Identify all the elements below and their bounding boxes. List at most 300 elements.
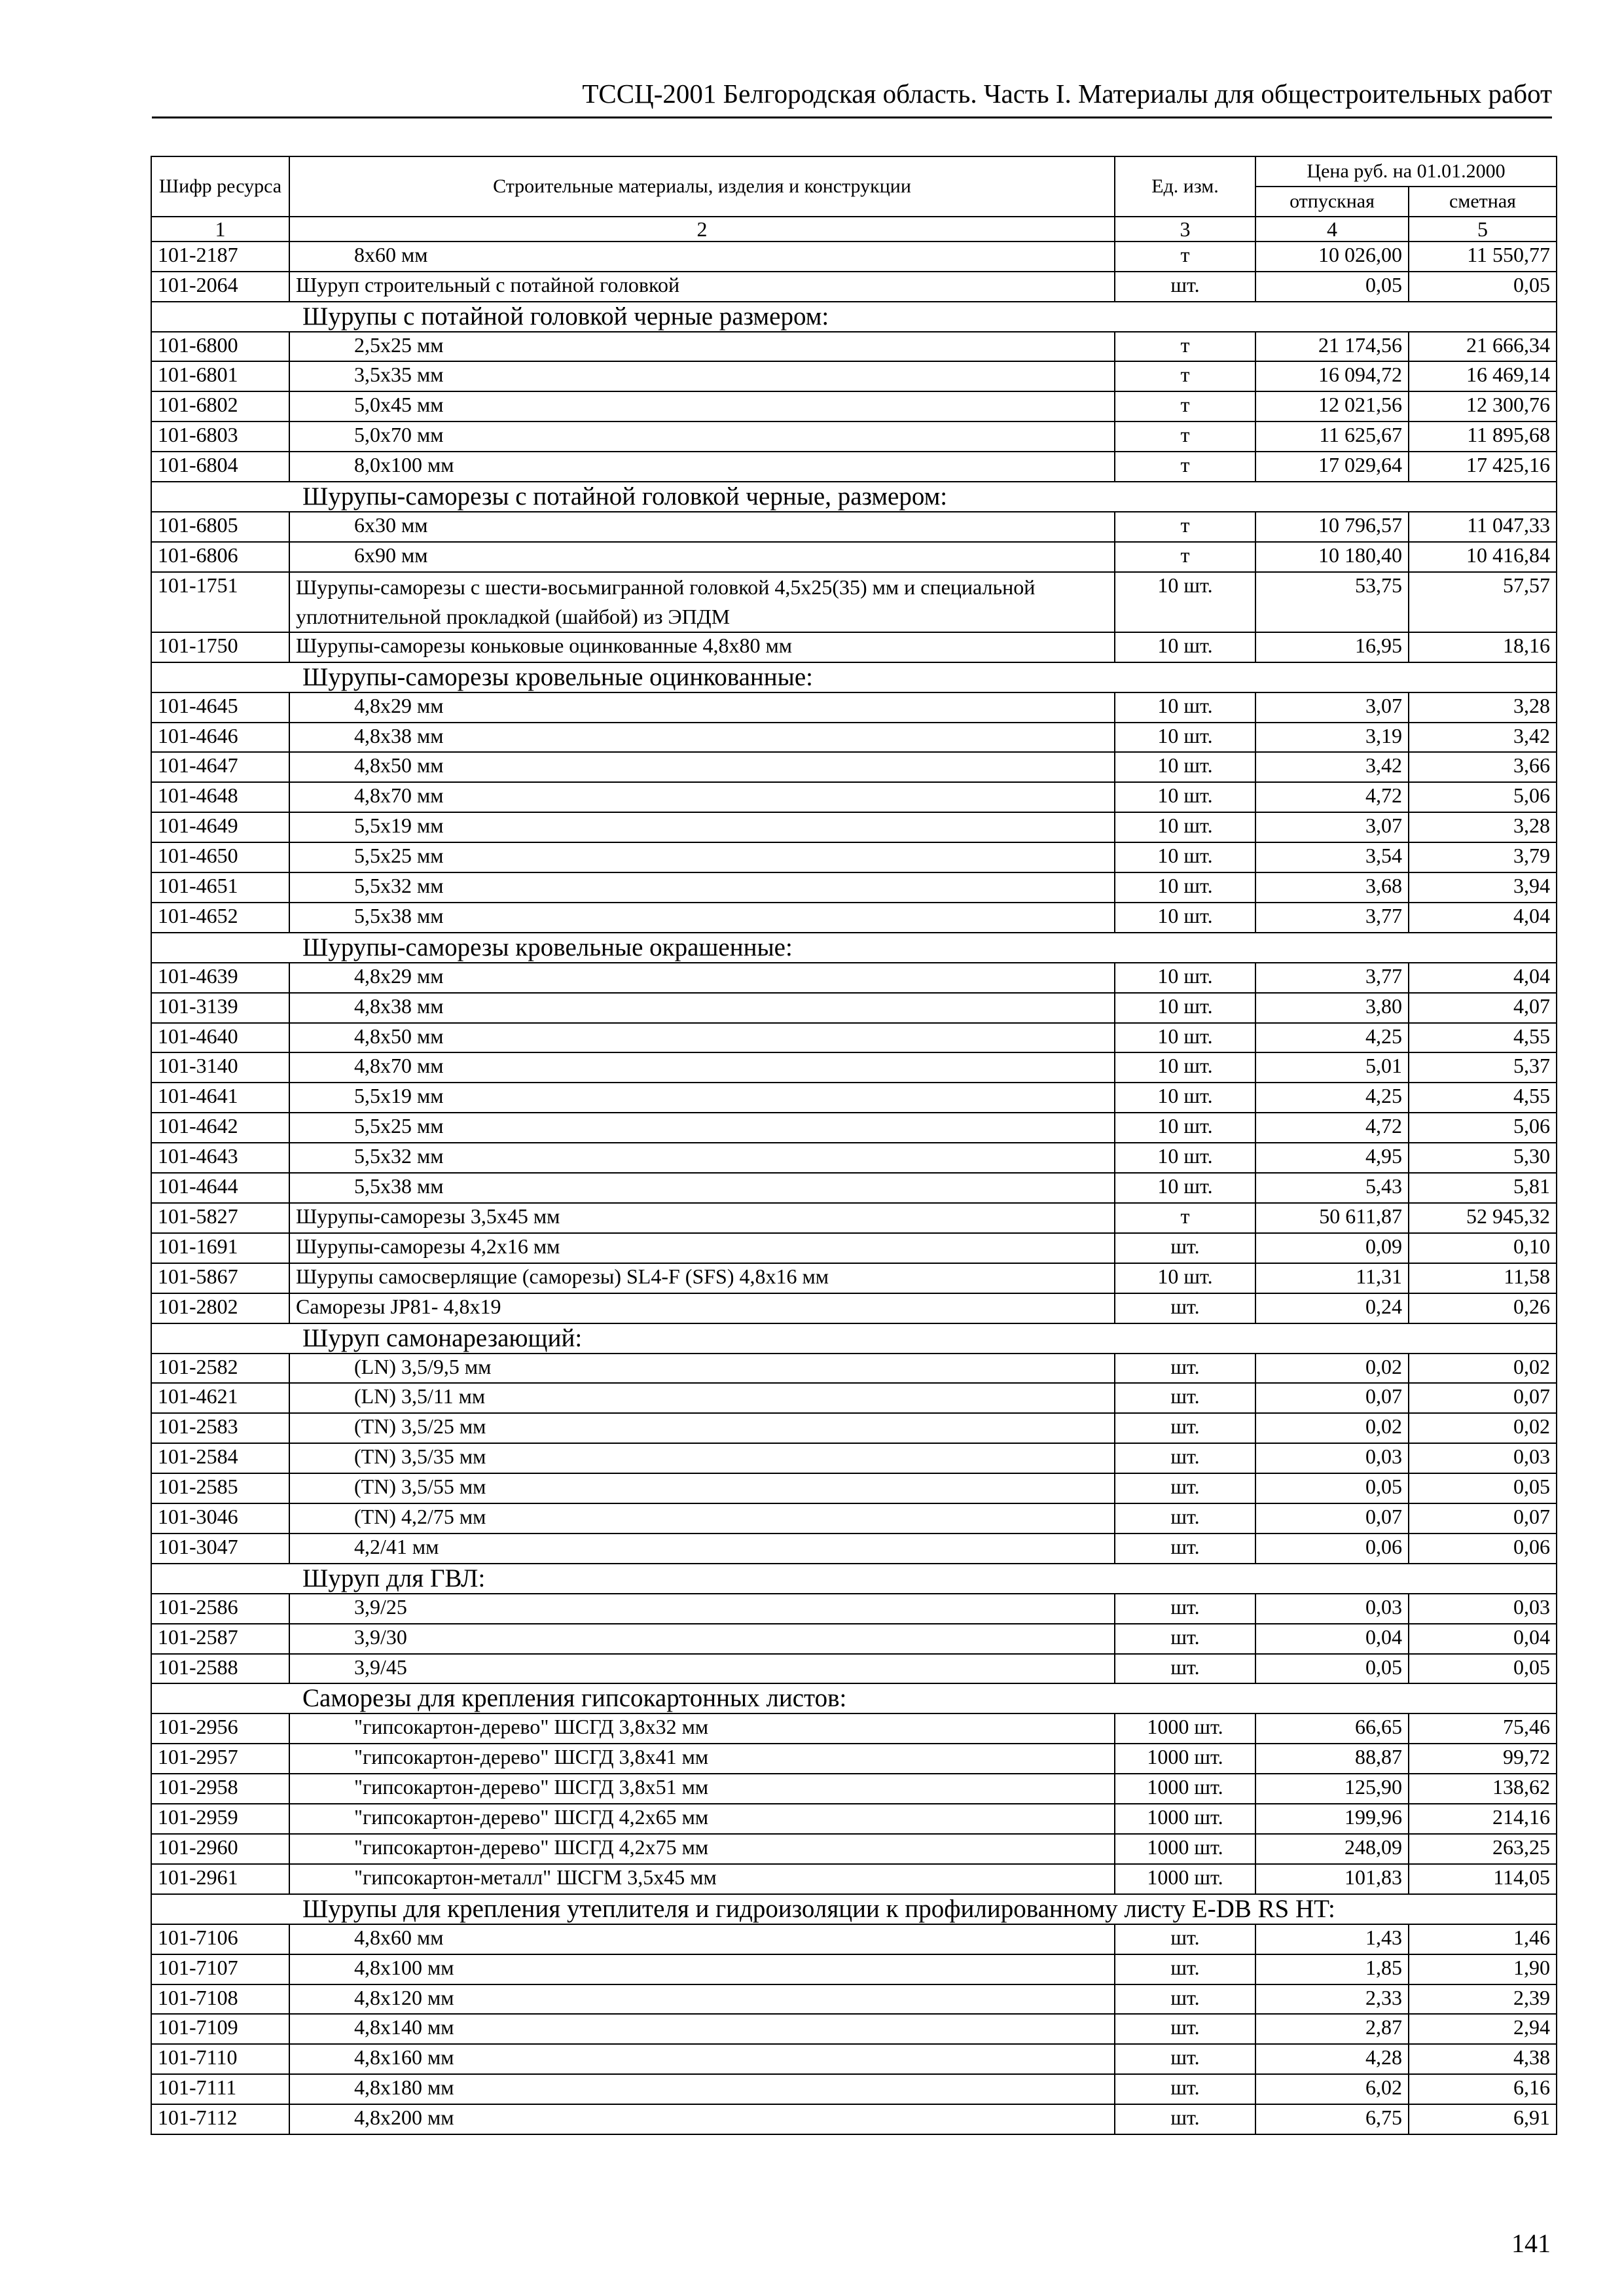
estimate-price: 0,05 (1409, 1473, 1557, 1503)
release-price: 0,05 (1255, 1654, 1409, 1684)
unit-of-measure: 1000 шт. (1115, 1804, 1255, 1834)
material-name: 5,5х38 мм (289, 1173, 1115, 1203)
resource-code: 101-4640 (151, 1023, 289, 1053)
resource-code: 101-2960 (151, 1834, 289, 1864)
table-row (151, 2044, 1557, 2074)
unit-of-measure: т (1115, 242, 1255, 272)
unit-of-measure: шт. (1115, 1534, 1255, 1564)
material-name: (LN) 3,5/9,5 мм (289, 1354, 1115, 1384)
unit-of-measure: 10 шт. (1115, 1263, 1255, 1293)
resource-code: 101-6800 (151, 332, 289, 362)
group-header-row (151, 1894, 1557, 1924)
unit-of-measure: 1000 шт. (1115, 1744, 1255, 1774)
estimate-price: 3,28 (1409, 812, 1557, 842)
release-price: 3,54 (1255, 842, 1409, 872)
resource-code: 101-4647 (151, 752, 289, 782)
estimate-price: 0,05 (1409, 272, 1557, 302)
table-row (151, 993, 1557, 1023)
release-price: 3,42 (1255, 752, 1409, 782)
estimate-price: 4,55 (1409, 1023, 1557, 1053)
estimate-price: 0,10 (1409, 1233, 1557, 1263)
table-row (151, 632, 1557, 662)
estimate-price: 3,28 (1409, 692, 1557, 723)
resource-code: 101-1750 (151, 632, 289, 662)
material-name: Шурупы-саморезы с шести-восьмигранной головкой 4,5х25(35) мм и специальной уплотнительной прокладкой (шайбой) из ЭПДМ (289, 572, 1115, 632)
table-row (151, 1954, 1557, 1984)
release-price: 88,87 (1255, 1744, 1409, 1774)
column-number: 2 (289, 217, 1115, 242)
release-price: 11 625,67 (1255, 422, 1409, 452)
estimate-price: 75,46 (1409, 1713, 1557, 1744)
unit-of-measure: 1000 шт. (1115, 1713, 1255, 1744)
unit-of-measure: шт. (1115, 1594, 1255, 1624)
estimate-price: 17 425,16 (1409, 452, 1557, 482)
estimate-price: 0,06 (1409, 1534, 1557, 1564)
group-header-row (151, 1323, 1557, 1354)
unit-of-measure: шт. (1115, 1924, 1255, 1954)
release-price: 101,83 (1255, 1864, 1409, 1894)
material-name: 5,5х19 мм (289, 1083, 1115, 1113)
column-header-name: Строительные материалы, изделия и конструкции (289, 156, 1115, 217)
unit-of-measure: т (1115, 512, 1255, 542)
estimate-price: 4,07 (1409, 993, 1557, 1023)
table-row (151, 2014, 1557, 2044)
table-row (151, 242, 1557, 272)
release-price: 3,07 (1255, 812, 1409, 842)
unit-of-measure: шт. (1115, 2044, 1255, 2074)
resource-code: 101-2585 (151, 1473, 289, 1503)
material-name: 4,8х60 мм (289, 1924, 1115, 1954)
estimate-price: 0,03 (1409, 1594, 1557, 1624)
table-row (151, 512, 1557, 542)
unit-of-measure: шт. (1115, 1413, 1255, 1443)
material-name: 5,5х25 мм (289, 842, 1115, 872)
material-name: 4,8х100 мм (289, 1954, 1115, 1984)
estimate-price: 2,39 (1409, 1984, 1557, 2015)
resource-code: 101-4650 (151, 842, 289, 872)
table-row (151, 1713, 1557, 1744)
unit-of-measure: 10 шт. (1115, 1143, 1255, 1173)
material-name: (TN) 3,5/25 мм (289, 1413, 1115, 1443)
material-name: (TN) 4,2/75 мм (289, 1503, 1115, 1534)
resource-code: 101-2959 (151, 1804, 289, 1834)
release-price: 2,87 (1255, 2014, 1409, 2044)
resource-code: 101-2802 (151, 1293, 289, 1323)
table-row (151, 1173, 1557, 1203)
table-row (151, 812, 1557, 842)
table-row (151, 542, 1557, 572)
release-price: 66,65 (1255, 1713, 1409, 1744)
unit-of-measure: 10 шт. (1115, 903, 1255, 933)
estimate-price: 214,16 (1409, 1804, 1557, 1834)
release-price: 4,72 (1255, 782, 1409, 812)
estimate-price: 10 416,84 (1409, 542, 1557, 572)
column-header-price: Цена руб. на 01.01.2000 (1255, 156, 1557, 187)
resource-code: 101-2958 (151, 1774, 289, 1804)
release-price: 248,09 (1255, 1834, 1409, 1864)
estimate-price: 99,72 (1409, 1744, 1557, 1774)
resource-code: 101-4651 (151, 872, 289, 903)
unit-of-measure: т (1115, 361, 1255, 391)
estimate-price: 4,04 (1409, 963, 1557, 993)
column-header-code: Шифр ресурса (151, 156, 289, 217)
release-price: 3,19 (1255, 723, 1409, 753)
table-row (151, 1503, 1557, 1534)
table-row (151, 1203, 1557, 1233)
table-row (151, 2074, 1557, 2104)
table-row (151, 1354, 1557, 1384)
estimate-price: 0,05 (1409, 1654, 1557, 1684)
material-name: "гипсокартон-металл" ШСГМ 3,5х45 мм (289, 1864, 1115, 1894)
column-number: 4 (1255, 217, 1409, 242)
unit-of-measure: шт. (1115, 272, 1255, 302)
table-row (151, 1654, 1557, 1684)
unit-of-measure: шт. (1115, 1473, 1255, 1503)
material-name: 4,8х160 мм (289, 2044, 1115, 2074)
group-title: Шурупы-саморезы кровельные окрашенные: (151, 933, 1557, 963)
material-name: "гипсокартон-дерево" ШСГД 3,8х32 мм (289, 1713, 1115, 1744)
unit-of-measure: шт. (1115, 1293, 1255, 1323)
resource-code: 101-7112 (151, 2104, 289, 2134)
column-header-unit: Ед. изм. (1115, 156, 1255, 217)
group-header-row (151, 662, 1557, 692)
release-price: 0,03 (1255, 1594, 1409, 1624)
estimate-price: 6,16 (1409, 2074, 1557, 2104)
unit-of-measure: шт. (1115, 1233, 1255, 1263)
release-price: 10 796,57 (1255, 512, 1409, 542)
material-name: Шурупы-саморезы 4,2х16 мм (289, 1233, 1115, 1263)
release-price: 6,02 (1255, 2074, 1409, 2104)
release-price: 4,72 (1255, 1113, 1409, 1143)
estimate-price: 0,02 (1409, 1413, 1557, 1443)
resource-code: 101-4643 (151, 1143, 289, 1173)
estimate-price: 11 550,77 (1409, 242, 1557, 272)
unit-of-measure: шт. (1115, 1503, 1255, 1534)
unit-of-measure: шт. (1115, 2104, 1255, 2134)
resource-code: 101-4642 (151, 1113, 289, 1143)
resource-code: 101-7106 (151, 1924, 289, 1954)
release-price: 0,03 (1255, 1443, 1409, 1473)
table-row (151, 1924, 1557, 1954)
unit-of-measure: 1000 шт. (1115, 1834, 1255, 1864)
resource-code: 101-2586 (151, 1594, 289, 1624)
resource-code: 101-1751 (151, 572, 289, 632)
resource-code: 101-5867 (151, 1263, 289, 1293)
material-name: 4,8х29 мм (289, 963, 1115, 993)
material-name: 4,8х70 мм (289, 1052, 1115, 1083)
release-price: 4,25 (1255, 1083, 1409, 1113)
table-row (151, 1834, 1557, 1864)
estimate-price: 138,62 (1409, 1774, 1557, 1804)
material-name: 4,8х120 мм (289, 1984, 1115, 2015)
unit-of-measure: 10 шт. (1115, 993, 1255, 1023)
resource-code: 101-6801 (151, 361, 289, 391)
estimate-price: 5,30 (1409, 1143, 1557, 1173)
resource-code: 101-4648 (151, 782, 289, 812)
resource-code: 101-2584 (151, 1443, 289, 1473)
table-row (151, 1594, 1557, 1624)
release-price: 10 026,00 (1255, 242, 1409, 272)
estimate-price: 12 300,76 (1409, 391, 1557, 422)
group-header-row (151, 1683, 1557, 1713)
header-rule (152, 117, 1552, 118)
price-table-body (151, 242, 1557, 2134)
table-row (151, 452, 1557, 482)
table-row (151, 1774, 1557, 1804)
release-price: 3,80 (1255, 993, 1409, 1023)
estimate-price: 3,66 (1409, 752, 1557, 782)
group-header-row (151, 933, 1557, 963)
release-price: 199,96 (1255, 1804, 1409, 1834)
resource-code: 101-2583 (151, 1413, 289, 1443)
release-price: 3,68 (1255, 872, 1409, 903)
price-table-head (151, 156, 1557, 242)
material-name: 5,5х32 мм (289, 1143, 1115, 1173)
resource-code: 101-4621 (151, 1383, 289, 1413)
table-row (151, 1413, 1557, 1443)
material-name: 4,8х140 мм (289, 2014, 1115, 2044)
estimate-price: 11,58 (1409, 1263, 1557, 1293)
unit-of-measure: шт. (1115, 2014, 1255, 2044)
document-header-title: ТССЦ-2001 Белгородская область. Часть I. Материалы для общестроительных работ (582, 79, 1552, 109)
release-price: 0,04 (1255, 1624, 1409, 1654)
table-row (151, 842, 1557, 872)
material-name: 3,9/45 (289, 1654, 1115, 1684)
table-row (151, 2104, 1557, 2134)
material-name: 3,5х35 мм (289, 361, 1115, 391)
resource-code: 101-4641 (151, 1083, 289, 1113)
estimate-price: 2,94 (1409, 2014, 1557, 2044)
resource-code: 101-2956 (151, 1713, 289, 1744)
group-title: Шуруп для ГВЛ: (151, 1564, 1557, 1594)
table-row (151, 1984, 1557, 2015)
material-name: Шурупы-саморезы 3,5х45 мм (289, 1203, 1115, 1233)
resource-code: 101-2957 (151, 1744, 289, 1774)
table-row (151, 752, 1557, 782)
estimate-price: 1,46 (1409, 1924, 1557, 1954)
resource-code: 101-7111 (151, 2074, 289, 2104)
table-row (151, 1263, 1557, 1293)
table-row (151, 1804, 1557, 1834)
material-name: 6х90 мм (289, 542, 1115, 572)
material-name: 4,8х50 мм (289, 1023, 1115, 1053)
resource-code: 101-7107 (151, 1954, 289, 1984)
group-title: Шурупы для крепления утеплителя и гидроизоляции к профилированному листу E-DB RS HT: (151, 1894, 1557, 1924)
estimate-price: 11 047,33 (1409, 512, 1557, 542)
table-row (151, 872, 1557, 903)
material-name: 4,8х29 мм (289, 692, 1115, 723)
resource-code: 101-1691 (151, 1233, 289, 1263)
unit-of-measure: 1000 шт. (1115, 1864, 1255, 1894)
estimate-price: 4,38 (1409, 2044, 1557, 2074)
material-name: 5,0х70 мм (289, 422, 1115, 452)
release-price: 10 180,40 (1255, 542, 1409, 572)
unit-of-measure: т (1115, 332, 1255, 362)
release-price: 0,06 (1255, 1534, 1409, 1564)
release-price: 2,33 (1255, 1984, 1409, 2015)
release-price: 5,01 (1255, 1052, 1409, 1083)
unit-of-measure: шт. (1115, 1624, 1255, 1654)
table-row (151, 422, 1557, 452)
table-row (151, 1383, 1557, 1413)
estimate-price: 5,37 (1409, 1052, 1557, 1083)
table-row (151, 782, 1557, 812)
estimate-price: 5,06 (1409, 782, 1557, 812)
material-name: 8,0х100 мм (289, 452, 1115, 482)
column-header-release: отпускная (1255, 187, 1409, 217)
release-price: 17 029,64 (1255, 452, 1409, 482)
release-price: 3,77 (1255, 903, 1409, 933)
material-name: 4,8х50 мм (289, 752, 1115, 782)
material-name: 4,8х70 мм (289, 782, 1115, 812)
material-name: 5,5х19 мм (289, 812, 1115, 842)
estimate-price: 57,57 (1409, 572, 1557, 632)
resource-code: 101-2064 (151, 272, 289, 302)
estimate-price: 11 895,68 (1409, 422, 1557, 452)
unit-of-measure: шт. (1115, 1443, 1255, 1473)
unit-of-measure: 1000 шт. (1115, 1774, 1255, 1804)
table-row (151, 1023, 1557, 1053)
group-header-row (151, 482, 1557, 512)
table-row (151, 332, 1557, 362)
estimate-price: 0,03 (1409, 1443, 1557, 1473)
column-number-row (151, 217, 1557, 242)
resource-code: 101-4646 (151, 723, 289, 753)
release-price: 0,05 (1255, 1473, 1409, 1503)
resource-code: 101-3046 (151, 1503, 289, 1534)
unit-of-measure: шт. (1115, 1354, 1255, 1384)
resource-code: 101-2961 (151, 1864, 289, 1894)
release-price: 0,02 (1255, 1413, 1409, 1443)
release-price: 3,07 (1255, 692, 1409, 723)
estimate-price: 0,07 (1409, 1383, 1557, 1413)
column-number: 3 (1115, 217, 1255, 242)
release-price: 12 021,56 (1255, 391, 1409, 422)
group-header-row (151, 302, 1557, 332)
page-number: 141 (1511, 2229, 1551, 2258)
table-row (151, 1083, 1557, 1113)
release-price: 0,09 (1255, 1233, 1409, 1263)
release-price: 4,25 (1255, 1023, 1409, 1053)
release-price: 6,75 (1255, 2104, 1409, 2134)
material-name: 5,5х32 мм (289, 872, 1115, 903)
resource-code: 101-4644 (151, 1173, 289, 1203)
table-row (151, 1293, 1557, 1323)
estimate-price: 3,94 (1409, 872, 1557, 903)
release-price: 1,43 (1255, 1924, 1409, 1954)
material-name: 4,8х180 мм (289, 2074, 1115, 2104)
unit-of-measure: шт. (1115, 1383, 1255, 1413)
unit-of-measure: т (1115, 391, 1255, 422)
column-number: 5 (1409, 217, 1557, 242)
table-row (151, 1233, 1557, 1263)
resource-code: 101-4652 (151, 903, 289, 933)
column-number: 1 (151, 217, 289, 242)
unit-of-measure: шт. (1115, 1654, 1255, 1684)
material-name: Саморезы JP81- 4,8х19 (289, 1293, 1115, 1323)
estimate-price: 52 945,32 (1409, 1203, 1557, 1233)
release-price: 4,28 (1255, 2044, 1409, 2074)
unit-of-measure: 10 шт. (1115, 752, 1255, 782)
estimate-price: 4,04 (1409, 903, 1557, 933)
material-name: 4,8х200 мм (289, 2104, 1115, 2134)
table-row (151, 1744, 1557, 1774)
unit-of-measure: 10 шт. (1115, 692, 1255, 723)
unit-of-measure: 10 шт. (1115, 782, 1255, 812)
column-header-estimate: сметная (1409, 187, 1557, 217)
resource-code: 101-4649 (151, 812, 289, 842)
group-title: Шурупы-саморезы с потайной головкой черные, размером: (151, 482, 1557, 512)
material-name: Шурупы-саморезы коньковые оцинкованные 4,8х80 мм (289, 632, 1115, 662)
resource-code: 101-6802 (151, 391, 289, 422)
unit-of-measure: т (1115, 542, 1255, 572)
table-row (151, 1624, 1557, 1654)
estimate-price: 263,25 (1409, 1834, 1557, 1864)
material-name: 3,9/25 (289, 1594, 1115, 1624)
resource-code: 101-5827 (151, 1203, 289, 1233)
resource-code: 101-7108 (151, 1984, 289, 2015)
release-price: 16,95 (1255, 632, 1409, 662)
resource-code: 101-2588 (151, 1654, 289, 1684)
resource-code: 101-7109 (151, 2014, 289, 2044)
estimate-price: 1,90 (1409, 1954, 1557, 1984)
unit-of-measure: шт. (1115, 1984, 1255, 2015)
material-name: 8х60 мм (289, 242, 1115, 272)
table-row (151, 903, 1557, 933)
material-name: 4,8х38 мм (289, 993, 1115, 1023)
material-name: (TN) 3,5/55 мм (289, 1473, 1115, 1503)
material-name: Шурупы самосверлящие (саморезы) SL4-F (SFS) 4,8х16 мм (289, 1263, 1115, 1293)
material-name: (TN) 3,5/35 мм (289, 1443, 1115, 1473)
table-row (151, 1143, 1557, 1173)
table-row (151, 692, 1557, 723)
table-row (151, 1113, 1557, 1143)
resource-code: 101-2582 (151, 1354, 289, 1384)
material-name: (LN) 3,5/11 мм (289, 1383, 1115, 1413)
material-name: "гипсокартон-дерево" ШСГД 3,8х41 мм (289, 1744, 1115, 1774)
table-row (151, 963, 1557, 993)
unit-of-measure: 10 шт. (1115, 632, 1255, 662)
resource-code: 101-2187 (151, 242, 289, 272)
material-name: 5,0х45 мм (289, 391, 1115, 422)
unit-of-measure: 10 шт. (1115, 842, 1255, 872)
estimate-price: 0,02 (1409, 1354, 1557, 1384)
estimate-price: 0,04 (1409, 1624, 1557, 1654)
estimate-price: 5,81 (1409, 1173, 1557, 1203)
group-title: Шуруп самонарезающий: (151, 1323, 1557, 1354)
estimate-price: 0,26 (1409, 1293, 1557, 1323)
unit-of-measure: т (1115, 1203, 1255, 1233)
group-header-row (151, 1564, 1557, 1594)
release-price: 0,07 (1255, 1503, 1409, 1534)
unit-of-measure: т (1115, 452, 1255, 482)
resource-code: 101-6803 (151, 422, 289, 452)
release-price: 0,02 (1255, 1354, 1409, 1384)
estimate-price: 114,05 (1409, 1864, 1557, 1894)
estimate-price: 0,07 (1409, 1503, 1557, 1534)
unit-of-measure: 10 шт. (1115, 812, 1255, 842)
material-name: 5,5х38 мм (289, 903, 1115, 933)
unit-of-measure: 10 шт. (1115, 572, 1255, 632)
resource-code: 101-4639 (151, 963, 289, 993)
release-price: 16 094,72 (1255, 361, 1409, 391)
estimate-price: 4,55 (1409, 1083, 1557, 1113)
unit-of-measure: т (1115, 422, 1255, 452)
resource-code: 101-3139 (151, 993, 289, 1023)
unit-of-measure: 10 шт. (1115, 1023, 1255, 1053)
release-price: 3,77 (1255, 963, 1409, 993)
release-price: 50 611,87 (1255, 1203, 1409, 1233)
